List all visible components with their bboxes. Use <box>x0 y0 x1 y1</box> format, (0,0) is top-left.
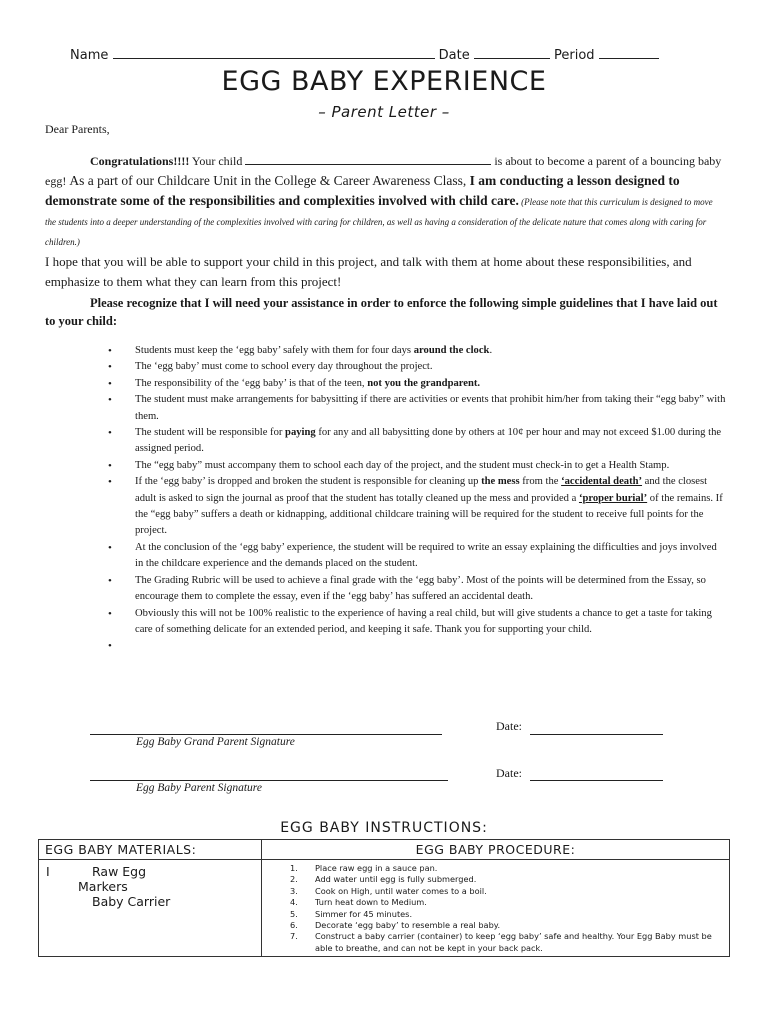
your-child-text: Your child <box>189 154 246 168</box>
intro-paragraph <box>45 152 725 292</box>
lesson-text: As a part of our Childcare Unit in the College & Career Awareness Class, <box>69 173 467 188</box>
procedure-step: 5. Simmer for 45 minutes. <box>290 908 413 919</box>
congrats-text: Congratulations!!!! <box>90 154 190 168</box>
assistance-paragraph: Please recognize that I will need your assistance in order to enforce the following simple guidelines that I have laid out to your child: <box>45 296 718 328</box>
materials-mark: I <box>46 864 50 879</box>
list-item: • Obviously this will not be 100% realistic to the experience of having a real child, but will give students a chance to get a taste for taking care of something delicate for an extended period, and keeping it safe. Thank you for supporting your child. <box>108 606 726 639</box>
list-item: • If the ‘egg baby’ is dropped and broken the student is responsible for cleaning up the mess from the ‘accidental death’ and the closest adult is asked to sign the journal as proof that the student has totally cleaned up the mess and provided a ‘proper burial’ of the remains. If the “egg baby” suffers a death or kidnapping, additional childcare training will be required for the student to receive full points for the project. <box>108 474 726 540</box>
list-item: • Students must keep the ‘egg baby’ safely with them for four days around the clock. <box>108 343 726 359</box>
material-item: Raw Egg <box>92 864 147 879</box>
material-item: Baby Carrier <box>92 894 171 909</box>
grandparent-signature-caption: Egg Baby Grand Parent Signature <box>136 736 295 748</box>
list-item: • The student must make arrangements for babysitting if there are activities or events that prohibit him/her from taking their “egg baby” with them. <box>108 392 726 425</box>
parent-signature-caption: Egg Baby Parent Signature <box>136 782 262 794</box>
procedure-step: 1. Place raw egg in a sauce pan. <box>290 863 438 873</box>
date-field[interactable] <box>474 46 550 59</box>
materials-header: EGG BABY MATERIALS: <box>39 840 262 860</box>
grandparent-date-line[interactable] <box>530 733 663 735</box>
list-item: • The student will be responsible for paying for any and all babysitting done by others at 10¢ per hour and may not exceed $1.00 during the assigned period. <box>108 425 726 458</box>
material-item: Markers <box>78 879 128 894</box>
materials-cell <box>39 860 262 957</box>
procedure-steps <box>263 861 728 954</box>
grandparent-signature-line[interactable] <box>90 733 442 735</box>
parent-signature-line[interactable] <box>90 779 448 781</box>
name-label: Name <box>70 48 109 63</box>
procedure-step: 4. Turn heat down to Medium. <box>290 897 427 908</box>
list-item: • The responsibility of the ‘egg baby’ is that of the teen, not you the grandparent. <box>108 376 726 392</box>
list-item: • At the conclusion of the ‘egg baby’ experience, the student will be required to write an essay explaining the difficulties and joys involved in the childcare experience and the demands placed on the student. <box>108 540 726 573</box>
name-field[interactable] <box>113 46 435 59</box>
page-title: EGG BABY EXPERIENCE <box>221 66 547 97</box>
list-item <box>108 638 726 654</box>
student-info-line <box>70 46 700 63</box>
hope-text: I hope that you will be able to support your child in this project, and talk with them at home about these responsibilities, and emphasize to them what they can learn from this project! <box>45 254 692 289</box>
parent-date-line[interactable] <box>530 779 663 781</box>
lesson-bold-text: I am conducting a lesson designed to demonstrate some of the responsibilities and complexities involved with child care. <box>45 173 680 208</box>
about-to-text: is about to become a parent of a bouncing baby egg! <box>45 154 722 188</box>
parent-date-label: Date: <box>496 766 522 780</box>
period-field[interactable] <box>599 46 659 59</box>
procedure-header: EGG BABY PROCEDURE: <box>262 840 730 860</box>
instructions-title: EGG BABY INSTRUCTIONS: <box>280 820 488 836</box>
period-label: Period <box>554 48 595 63</box>
list-item: • The “egg baby” must accompany them to school each day of the project, and the student must check-in to get a Health Stamp. <box>108 458 726 474</box>
procedure-step: 7. Construct a baby carrier (container) to keep ‘egg baby’ safe and healthy. Your Egg Baby must be able to breathe, and can not be kept in your back pack. <box>290 931 712 953</box>
guidelines-list <box>108 343 726 655</box>
list-item: • The ‘egg baby’ must come to school every day throughout the project. <box>108 359 726 375</box>
procedure-step: 2. Add water until egg is fully submerged. <box>290 874 477 885</box>
procedure-step: 6. Decorate ‘egg baby’ to resemble a real baby. <box>290 920 501 931</box>
grandparent-date-label: Date: <box>496 719 522 733</box>
child-name-field[interactable] <box>245 152 491 165</box>
list-item: • The Grading Rubric will be used to achieve a final grade with the ‘egg baby’. Most of the points will be determined from the Essay, so encourage them to complete the essay, even if the ‘egg baby’ has suffered an accidental death. <box>108 573 726 606</box>
salutation: Dear Parents, <box>45 122 110 136</box>
curriculum-note: (Please note that this curriculum is designed to move the students into a deeper understanding of the complexities involved with caring for children, as well as having a consideration of the delicate nature that comes along with caring for children.) <box>45 197 713 247</box>
procedure-cell <box>262 860 730 957</box>
procedure-step: 3. Cook on High, until water comes to a boil. <box>290 885 487 896</box>
instructions-table <box>38 839 730 957</box>
date-label: Date <box>438 48 470 63</box>
page-subtitle: – Parent Letter – <box>318 103 450 121</box>
